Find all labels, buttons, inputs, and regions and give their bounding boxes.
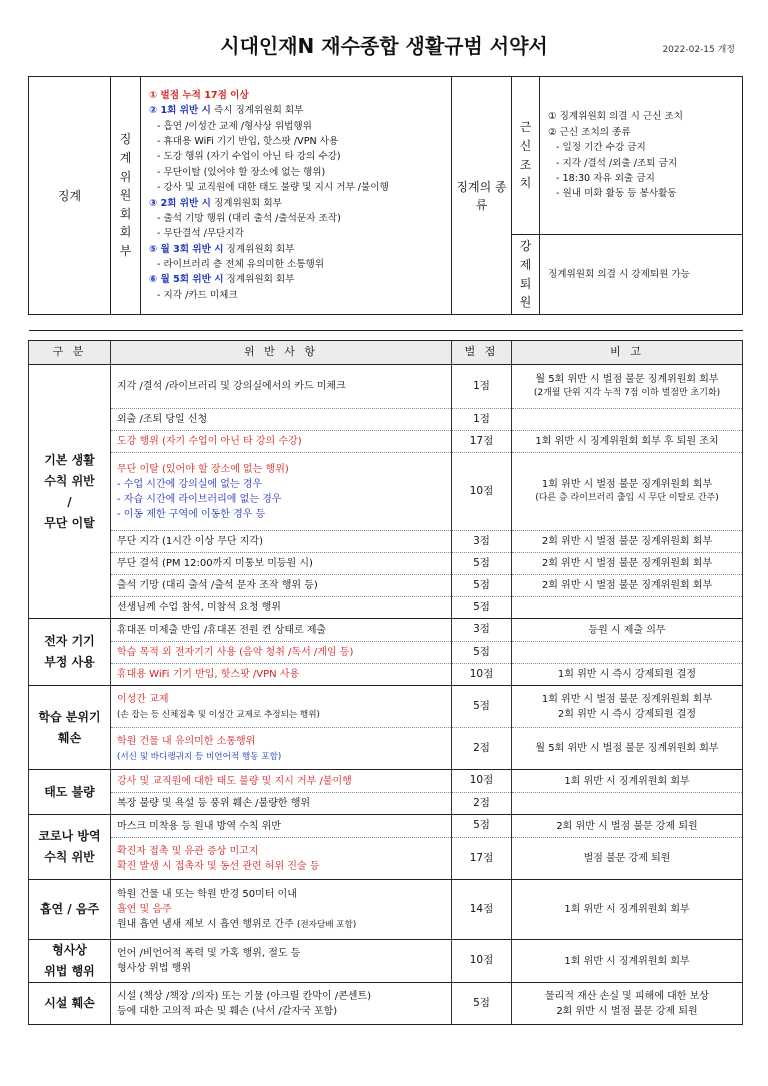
probation-list: [540, 77, 743, 235]
remarks-cell: [512, 770, 743, 793]
violation-text: 무단 결석 (PM 12:00까지 미통보 미등원 시): [117, 558, 313, 569]
category-line: 무단 이탈: [44, 515, 95, 530]
remarks-cell: [512, 619, 743, 642]
rule-heading: ③ 2회 위반 시: [149, 197, 211, 209]
violation-line: [117, 462, 445, 477]
table-row: [29, 409, 743, 431]
vertical-char: 위: [119, 169, 132, 184]
remark-line: 2회 위반 시 벌점 불문 징계위원회 회부: [541, 558, 713, 569]
violation-line: [117, 412, 445, 427]
violation-text: 무단 이탈 (있어야 할 장소에 없는 행위): [117, 463, 289, 475]
violation-text: (서신 및 바디랭귀지 등 비언어적 행동 포함): [117, 751, 282, 762]
discipline-rule: [149, 119, 443, 134]
violation-line: [117, 600, 445, 615]
vertical-char: 원: [519, 295, 532, 310]
violation-line: [117, 556, 445, 571]
vertical-char: 퇴: [519, 276, 532, 291]
rule-text: - 무단결석 /무단지각: [157, 228, 244, 240]
violation-text: 학원 건물 내 유의미한 소통행위: [117, 735, 256, 747]
remark-line: 1회 위반 시 벌점 불문 징계위원회 회부: [541, 479, 713, 491]
points-cell: 1점: [452, 365, 512, 409]
violation-text: 출석 기망 (대리 출석 /출석 문자 조작 행위 등): [117, 580, 318, 591]
remarks-cell: [512, 983, 743, 1025]
remarks-cell: [512, 531, 743, 553]
points-cell: 10점: [452, 453, 512, 531]
remarks-cell: [512, 597, 743, 619]
probation-item: - 18:30 자유 외출 금지: [556, 172, 655, 184]
discipline-types-label: 징계의 종류: [452, 77, 512, 315]
violation-line: [117, 379, 445, 394]
remark-line: 1회 위반 시 즉시 강제퇴원 결정: [557, 669, 697, 680]
violation-tail: (전자담배 포함): [297, 920, 357, 930]
expulsion-vertical-label: [512, 235, 540, 315]
category-cell: [29, 686, 111, 770]
vertical-char: 근: [519, 120, 532, 135]
category-cell: [29, 940, 111, 983]
remarks-cell: [512, 365, 743, 409]
remark-line: 2회 위반 시 벌점 불문 강제 퇴원: [556, 820, 698, 832]
table-row: [29, 770, 743, 793]
category-line: 수칙 위반: [44, 850, 95, 864]
violation-cell: [111, 409, 452, 431]
violation-text: 선생님께 수업 참석, 미참석 요청 행위: [117, 602, 281, 613]
rule-heading: ⑥ 월 5회 위반 시: [149, 274, 224, 286]
vertical-char: 회: [119, 206, 132, 221]
violation-text: 확진자 접촉 및 유관 증상 미고지: [117, 845, 259, 857]
rule-text: - 강사 및 교직원에 대한 태도 불량 및 지시 거부 /불이행: [157, 182, 389, 194]
remark-line: (2개월 단위 지각 누적 7점 이하 벌점만 초기화): [533, 388, 721, 399]
category-cell: [29, 365, 111, 619]
page-title: 시대인재N 재수종합 생활규범 서약서: [220, 34, 548, 58]
violation-line: [117, 578, 445, 593]
remark-line: 1회 위반 시 징계위원회 회부: [564, 955, 690, 967]
remarks-cell: [512, 642, 743, 664]
vertical-char: 징: [119, 132, 132, 147]
remarks-cell: [512, 453, 743, 531]
vertical-char: 치: [519, 176, 532, 191]
rule-text: - 지각 /카드 미체크: [157, 289, 238, 301]
probation-item: - 지각 /결석 /외출 /조퇴 금지: [556, 157, 678, 169]
category-line: /: [67, 494, 72, 509]
remark-line: 2회 위반 시 벌점 불문 징계위원회 회부: [541, 580, 713, 591]
discipline-rule: [149, 257, 443, 272]
violation-line: [117, 774, 445, 789]
remarks-cell: [512, 940, 743, 983]
rule-text: - 라이브러리 층 전체 유의미한 소통행위: [157, 258, 324, 270]
points-cell: 5점: [452, 815, 512, 838]
points-cell: 10점: [452, 664, 512, 686]
violation-line: [117, 623, 445, 638]
violation-line: [117, 749, 445, 764]
vertical-char: 계: [119, 151, 132, 166]
points-cell: 5점: [452, 597, 512, 619]
table-row: [29, 365, 743, 409]
violation-line: [117, 902, 445, 917]
violation-text: (손 잡는 등 신체접촉 및 이성간 교제로 추정되는 행위): [117, 709, 320, 720]
violation-cell: [111, 642, 452, 664]
vertical-char: 부: [119, 243, 132, 258]
rule-text: ① 벌점 누적 17점 이상: [149, 90, 249, 102]
points-cell: 5점: [452, 575, 512, 597]
vertical-char: 신: [519, 138, 532, 153]
remarks-cell: [512, 793, 743, 815]
violation-line: [117, 887, 445, 902]
probation-item: - 일정 기간 수강 금지: [556, 142, 646, 154]
violation-line: [117, 859, 445, 874]
category-line: 태도 불량: [44, 784, 95, 799]
table-row: [29, 619, 743, 642]
category-line: 흡연 / 음주: [39, 902, 100, 916]
violation-line: [117, 1004, 445, 1019]
rule-heading-rest: 징계위원회 회부: [223, 243, 295, 255]
table-row: [29, 880, 743, 940]
remark-line: (다른 층 라이브러리 출입 시 무단 이탈로 간주): [535, 493, 719, 504]
rule-heading: ② 1회 위반 시: [149, 105, 211, 117]
rule-heading-rest: 징계위원회 회부: [210, 197, 282, 209]
violation-text: 원내 흡연 냄새 제보 시 흡연 행위로 간주: [117, 919, 297, 930]
violation-line: [117, 819, 445, 834]
points-cell: 5점: [452, 553, 512, 575]
remark-line: 1회 위반 시 징계위원회 회부: [564, 904, 690, 915]
points-cell: 2점: [452, 728, 512, 770]
violation-line: [117, 692, 445, 707]
violation-line: [117, 961, 445, 976]
remark-line: 월 5회 위반 시 벌점 불문 징계위원회 회부: [535, 374, 719, 386]
violation-line: [117, 844, 445, 859]
violation-cell: [111, 453, 452, 531]
violation-line: [117, 434, 445, 449]
violation-text: 복장 불량 및 욕설 등 풍위 훼손 /불량한 행위: [117, 798, 311, 809]
header-remarks: 비 고: [512, 341, 743, 365]
violation-text: - 이동 제한 구역에 이동한 경우 등: [117, 508, 266, 520]
table-row: [29, 838, 743, 880]
points-cell: 5점: [452, 642, 512, 664]
remarks-cell: [512, 728, 743, 770]
rule-text: - 출석 기망 행위 (대리 출석 /출석문자 조작): [157, 212, 341, 224]
remark-line: 2회 위반 시 벌점 불문 강제 퇴원: [556, 1005, 698, 1017]
violation-cell: [111, 553, 452, 575]
remarks-cell: [512, 880, 743, 940]
violation-line: [117, 989, 445, 1004]
violation-cell: [111, 597, 452, 619]
header-category: 구 분: [29, 341, 111, 365]
violation-text: 형사상 위법 행위: [117, 963, 191, 974]
remark-line: 등원 시 제출 의무: [588, 624, 666, 636]
violation-cell: [111, 531, 452, 553]
violation-line: [117, 477, 445, 492]
discipline-rule: [149, 272, 443, 287]
violation-line: [117, 534, 445, 549]
category-line: 위법 행위: [44, 964, 95, 978]
remarks-cell: [512, 838, 743, 880]
remarks-cell: [512, 664, 743, 686]
table-row: [29, 815, 743, 838]
violation-cell: [111, 728, 452, 770]
table-row: [29, 793, 743, 815]
points-cell: 5점: [452, 686, 512, 728]
header-gap: [29, 331, 743, 341]
discipline-rule: [149, 196, 443, 211]
table-row: [29, 531, 743, 553]
violation-text: - 자습 시간에 라이브러리에 없는 경우: [117, 493, 282, 505]
violation-text: 마스크 미착용 등 원내 방역 수칙 위반: [117, 820, 281, 832]
rule-text: - 무단이탈 (있어야 할 장소에 없는 행위): [157, 166, 326, 178]
table-row: [29, 686, 743, 728]
rule-text: - 휴대용 WiFi 기기 반입, 핫스팟 /VPN 사용: [157, 136, 339, 148]
violation-text: 학습 목적 외 전자기기 사용 (음악 청취 /독서 /게임 등): [117, 647, 354, 658]
violation-text: 등에 대한 고의적 파손 및 훼손 (낙서 /갈자국 포함): [117, 1005, 338, 1017]
table-row: [29, 553, 743, 575]
penalty-table: [28, 330, 743, 1025]
violation-cell: [111, 686, 452, 728]
category-line: 시설 훼손: [44, 996, 95, 1010]
violation-line: [117, 507, 445, 522]
violation-text: 지각 /결석 /라이브러리 및 강의실에서의 카드 미체크: [117, 381, 346, 392]
discipline-rule: [149, 134, 443, 149]
remarks-cell: [512, 553, 743, 575]
points-cell: 3점: [452, 619, 512, 642]
violation-cell: [111, 815, 452, 838]
category-cell: [29, 619, 111, 686]
vertical-char: 원: [119, 188, 132, 203]
discipline-rule: [149, 88, 443, 103]
discipline-rule: [149, 149, 443, 164]
category-cell: [29, 770, 111, 815]
violation-line: [117, 667, 445, 682]
committee-vertical-label: [111, 77, 141, 315]
remark-line: 물리적 재산 손실 및 피해에 대한 보상: [545, 990, 709, 1002]
violation-text: 이성간 교제: [117, 693, 169, 705]
points-cell: 1점: [452, 409, 512, 431]
rule-text: - 도강 행위 (자기 수업이 아닌 타 강의 수강): [157, 151, 341, 163]
category-cell: [29, 880, 111, 940]
rule-heading: ⑤ 월 3회 위반 시: [149, 243, 224, 255]
discipline-rule: [149, 165, 443, 180]
violation-cell: [111, 793, 452, 815]
vertical-char: 강: [519, 239, 532, 254]
category-line: 기본 생활: [44, 452, 95, 467]
violation-line: [117, 645, 445, 660]
table-row: [29, 597, 743, 619]
probation-item: ② 근신 조치의 종류: [548, 126, 631, 138]
points-cell: 3점: [452, 531, 512, 553]
violation-text: 확진 발생 시 접촉자 및 동선 관련 허위 진술 등: [117, 860, 320, 872]
points-cell: 17점: [452, 838, 512, 880]
table-row: [29, 575, 743, 597]
points-cell: 2점: [452, 793, 512, 815]
violation-text: 언어 /비언어적 폭력 및 가혹 행위, 절도 등: [117, 948, 301, 959]
violation-text: 흡연 및 음주: [117, 904, 172, 915]
rule-text: - 흡연 /이성간 교제 /형사상 위법행위: [157, 120, 312, 132]
points-cell: 10점: [452, 940, 512, 983]
violation-text: 강사 및 교직원에 대한 태도 불량 및 지시 거부 /불이행: [117, 775, 352, 787]
table-row: [29, 728, 743, 770]
violation-cell: [111, 664, 452, 686]
points-cell: 14점: [452, 880, 512, 940]
points-cell: 5점: [452, 983, 512, 1025]
remark-line: 1회 위반 시 벌점 불문 징계위원회 회부: [541, 693, 713, 705]
discipline-rule: [149, 211, 443, 226]
violation-line: [117, 917, 445, 932]
violation-cell: [111, 770, 452, 793]
probation-vertical-label: [512, 77, 540, 235]
category-line: 훼손: [57, 730, 82, 745]
violation-cell: [111, 838, 452, 880]
remark-line: 2회 위반 시 즉시 강제퇴원 결정: [557, 708, 697, 720]
violation-cell: [111, 880, 452, 940]
violation-text: - 수업 시간에 강의실에 없는 경우: [117, 478, 263, 490]
category-cell: [29, 815, 111, 880]
violation-line: [117, 734, 445, 749]
vertical-char: 조: [519, 157, 532, 172]
discipline-rule: [149, 180, 443, 195]
remark-line: 1회 위반 시 징계위원회 회부 후 퇴원 조치: [535, 436, 719, 447]
discipline-label: 징계: [29, 77, 111, 315]
table-row: [29, 664, 743, 686]
violation-text: 학원 건물 내 또는 학원 반경 50미터 이내: [117, 889, 297, 900]
violation-text: 시설 (책상 /책장 /의자) 또는 기물 (아크릴 칸막이 /콘센트): [117, 990, 372, 1002]
violation-line: [117, 492, 445, 507]
remarks-cell: [512, 575, 743, 597]
table-row: [29, 642, 743, 664]
category-cell: [29, 983, 111, 1025]
discipline-rule: [149, 226, 443, 241]
violation-text: 휴대용 WiFi 기기 반입, 핫스팟 /VPN 사용: [117, 669, 300, 680]
remark-line: 벌점 불문 강제 퇴원: [583, 853, 671, 864]
remark-line: 2회 위반 시 벌점 불문 징계위원회 회부: [541, 536, 713, 547]
revision-date: 2022-02-15 개정: [662, 45, 735, 55]
rule-heading-rest: 즉시 징계위원회 회부: [210, 105, 304, 117]
table-row: [29, 940, 743, 983]
remarks-cell: [512, 815, 743, 838]
violation-cell: [111, 431, 452, 453]
remarks-cell: [512, 431, 743, 453]
violation-line: [117, 707, 445, 722]
discipline-rule: [149, 242, 443, 257]
violation-line: [117, 946, 445, 961]
violation-cell: [111, 575, 452, 597]
violation-cell: [111, 940, 452, 983]
remark-line: 1회 위반 시 징계위원회 회부: [564, 775, 690, 787]
expulsion-text: 징계위원회 의결 시 강제퇴원 가능: [540, 235, 743, 315]
table-row: [29, 453, 743, 531]
header-violation: 위 반 사 항: [111, 341, 452, 365]
violation-line: [117, 796, 445, 811]
violation-text: 도강 행위 (자기 수업이 아닌 타 강의 수강): [117, 436, 302, 447]
discipline-rules-list: [141, 77, 452, 315]
discipline-rule: [149, 103, 443, 118]
remarks-cell: [512, 686, 743, 728]
table-row: [29, 431, 743, 453]
remark-line: 월 5회 위반 시 벌점 불문 징계위원회 회부: [535, 743, 719, 754]
violation-text: 무단 지각 (1시간 이상 무단 지각): [117, 536, 263, 547]
probation-item: - 원내 미화 활동 등 봉사활동: [556, 188, 677, 200]
probation-item: ① 징계위원회 의결 시 근신 조치: [548, 111, 684, 123]
category-line: 부정 사용: [44, 655, 95, 669]
violation-cell: [111, 365, 452, 409]
points-cell: 17점: [452, 431, 512, 453]
header-points: 벌 점: [452, 341, 512, 365]
remarks-cell: [512, 409, 743, 431]
violation-cell: [111, 619, 452, 642]
vertical-char: 회: [119, 225, 132, 240]
category-line: 전자 기기: [44, 634, 95, 648]
category-line: 형사상: [52, 943, 87, 957]
table-row: [29, 983, 743, 1025]
rule-heading-rest: 징계위원회 회부: [223, 274, 295, 286]
vertical-char: 제: [519, 257, 532, 272]
discipline-table: [28, 76, 743, 315]
category-line: 코로나 방역: [38, 829, 101, 843]
category-line: 수칙 위반: [44, 473, 95, 488]
table-header-row: [29, 341, 743, 365]
points-cell: 10점: [452, 770, 512, 793]
violation-text: 외출 /조퇴 당일 신청: [117, 414, 208, 425]
violation-text: 휴대폰 미제출 반입 /휴대폰 전원 켠 상태로 제출: [117, 624, 327, 636]
category-line: 학습 분위기: [38, 709, 101, 724]
discipline-rule: [149, 288, 443, 303]
violation-cell: [111, 983, 452, 1025]
